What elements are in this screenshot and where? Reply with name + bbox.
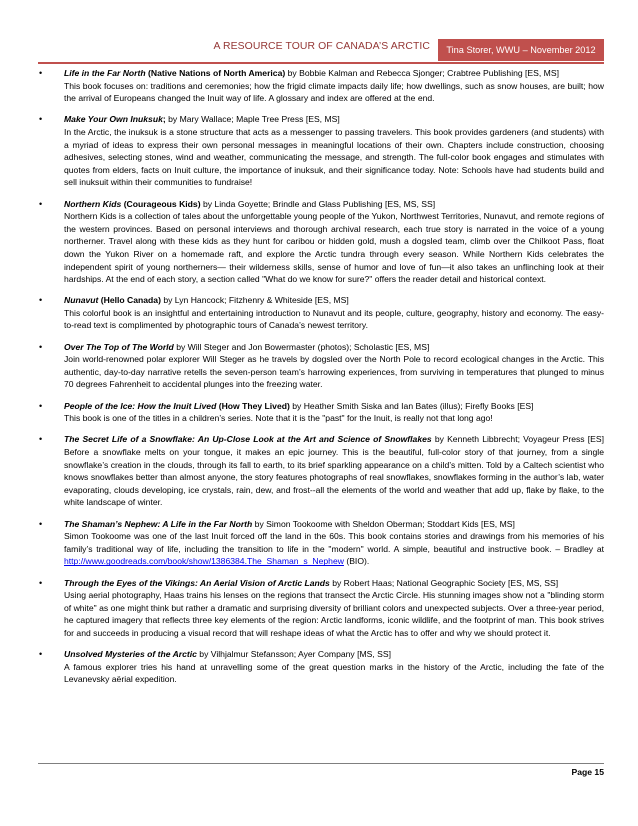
header-title: A RESOURCE TOUR OF CANADA’S ARCTIC xyxy=(213,41,430,52)
list-item xyxy=(38,113,604,189)
book-series: ; xyxy=(162,114,166,125)
book-title: Unsolved Mysteries of the Arctic xyxy=(64,649,197,660)
header-divider xyxy=(38,62,604,64)
list-item xyxy=(38,577,604,640)
book-series: (Native Nations of North America) xyxy=(148,68,286,78)
book-citation: by Robert Haas; National Geographic Society [ES, MS, SS] xyxy=(329,577,559,588)
bullet-icon: • xyxy=(39,198,43,209)
book-citation: by Heather Smith Siska and Ian Bates (illus); Firefly Books [ES] xyxy=(289,400,534,411)
book-citation: by Kenneth Libbrecht; Voyageur Press [ES] xyxy=(431,434,604,445)
book-title: Northern Kids xyxy=(64,198,122,209)
goodreads-link[interactable]: http://www.goodreads.com/book/show/1386384.The_Shaman_s_Nephew xyxy=(64,556,344,567)
book-citation: by Vilhjalmur Stefansson; Ayer Company [MS, SS] xyxy=(196,649,392,660)
bullet-icon: • xyxy=(39,518,43,529)
book-citation: by Will Steger and Jon Bowermaster (photos); Scholastic [ES, MS] xyxy=(173,341,430,352)
book-description: This book focuses on: traditions and ceremonies; how the frigid climate impacts daily life; how dwellings, such as snow houses, are built; how the arrival of Europeans changed the Inuit way of life. A glossary and index are offered at the end. xyxy=(64,80,604,104)
book-citation: by Mary Wallace; Maple Tree Press [ES, MS] xyxy=(165,114,340,125)
book-description: Simon Tookoome was one of the last Inuit forced off the land in the 60s. This book contains stories and drawings from his memories of his family’s traditional way of life, including the transition to life in the "modern" world. A simple, beautiful and instructive book. – Bradley at xyxy=(64,531,604,554)
list-item xyxy=(38,67,604,105)
book-series: (How They Lived) xyxy=(218,400,290,411)
list-item xyxy=(38,400,604,425)
list-item xyxy=(38,294,604,332)
book-description: Northern Kids is a collection of tales about the unforgettable young people of the Yukon, Northwest Territories, Nunavut, and remote regions of the western provinces. Based on personal interviews and thorough archival research, each true story is narrated in the voice of a young northerner. Travel along with these kids as they hunt for caribou or hidden gold, mush a dogsled team, climb over the Chilkoot Pass, float down the Yukon River on a homemade raft, and explore the Arctic tundra through every season. While Northern Kids celebrates the independent spirit of young northerners— their wilderness skills, sense of humor and love of fun—it also takes an unflinching look at their hardships. At the end of each story, a section called "What do we know for sure?" offers the reader detail and historical context. xyxy=(64,211,604,285)
book-title: Life in the Far North xyxy=(64,68,146,78)
book-list xyxy=(38,67,604,694)
book-title: Make Your Own Inuksuk xyxy=(64,114,163,125)
book-description: Using aerial photography, Haas trains his lenses on the regions that transect the Arctic Circle. His stunning images show not a "blinding storm of white" as one might think but rather a dramatic and surprising diversity of brilliant colors and unexpected subjects. Over a three-year period, he captured imagery that reflects three key elements of the region: Arctic landforms, iconic wildlife, and the footprint of man. This book strives for and succeeds in producing a visual record that will reshape ideas of what the Arctic has to offer and why we should protect it. xyxy=(64,590,604,638)
book-series: (Courageous Kids) xyxy=(123,198,201,209)
list-item xyxy=(38,648,604,686)
list-item xyxy=(38,518,604,568)
book-description: This colorful book is an insightful and entertaining introduction to Nunavut and its people, culture, geography, history and economy. The easy-to-read text is complimented by photographic tours of Canada’s newest territory. xyxy=(64,307,604,331)
book-citation: by Lyn Hancock; Fitzhenry & Whiteside [ES, MS] xyxy=(160,295,349,306)
book-title: The Shaman’s Nephew: A Life in the Far North xyxy=(64,518,253,529)
list-item xyxy=(38,433,604,509)
bullet-icon: • xyxy=(39,68,43,78)
book-citation: by Linda Goyette; Brindle and Glass Publishing [ES, MS, SS] xyxy=(200,198,436,209)
book-citation: by Bobbie Kalman and Rebecca Sjonger; Crabtree Publishing [ES, MS] xyxy=(285,68,559,78)
list-item xyxy=(38,198,604,286)
header-author-box: Tina Storer, WWU – November 2012 xyxy=(438,39,604,61)
book-title: Through the Eyes of the Vikings: An Aerial Vision of Arctic Lands xyxy=(64,577,330,588)
book-citation: by Simon Tookoome with Sheldon Oberman; Stoddart Kids [ES, MS] xyxy=(252,518,515,529)
footer-divider xyxy=(38,763,604,764)
bullet-icon: • xyxy=(39,295,43,306)
book-description: A famous explorer tries his hand at unravelling some of the great question marks in the history of the Arctic, including the fate of the Levanevsky aërial expedition. xyxy=(64,661,604,685)
book-title: Nunavut xyxy=(64,295,99,306)
book-description-end: (BIO). xyxy=(343,556,370,567)
book-description: Before a snowflake melts on your tongue, it makes an epic journey. This is the beautiful, full-color story of that journey, from a single snowflake’s creation in the clouds, through its fall to earth, to its brief sparkling appearance on a child’s mitten. Told by a Caltech scientist who knows snowflakes better than almost anyone, the story features photographs of real snowflakes, snowflakes forming in the author’s lab, water evaporating, clouds developing, ice crystals, rain, dew, and frost--all the elements of the world and weather that add up, flake by flake, to the white landscape of winter. xyxy=(64,447,604,508)
book-description: This book is one of the titles in a children’s series. Note that it is the "past" for the Inuit, is really not that long ago! xyxy=(64,413,493,424)
book-title: People of the Ice: How the Inuit Lived xyxy=(64,400,217,411)
bullet-icon: • xyxy=(39,649,43,660)
list-item xyxy=(38,341,604,391)
book-description: In the Arctic, the inuksuk is a stone structure that acts as a messenger to passing travelers. This book provides gardeners (and students) with a myriad of ideas to express their own personal messages in meaningful locations of their own. Chapters include construction, choosing adhesives, selecting stones, wind and weather, communicating the message, and strength. The full-color book engages and stimulates with quotes from elders, facts on Inuit culture, the importance of inuksuk, and their significance today. Note: Schools have had students build and sell inuksuit within their communities to fundraise! xyxy=(64,126,604,188)
bullet-icon: • xyxy=(39,341,43,352)
book-title: Over The Top of The World xyxy=(64,341,174,352)
bullet-icon: • xyxy=(39,400,43,411)
bullet-icon: • xyxy=(39,577,43,588)
page-number: Page 15 xyxy=(571,767,604,777)
book-series: (Hello Canada) xyxy=(100,295,161,306)
bullet-icon: • xyxy=(39,114,43,125)
book-title: The Secret Life of a Snowflake: An Up-Close Look at the Art and Science of Snowflakes xyxy=(64,434,432,445)
page-header xyxy=(38,39,604,61)
book-description: Join world-renowned polar explorer Will Steger as he travels by dogsled over the North Pole to record ecological changes in the Arctic. This authentic, day-to-day narrative retells the seven-person team’s harrowing experiences, from surviving in temperatures that plunged to minus 70 degrees Fahrenheit to accidental plunges into the freezing water. xyxy=(64,354,604,390)
bullet-icon: • xyxy=(39,434,43,445)
